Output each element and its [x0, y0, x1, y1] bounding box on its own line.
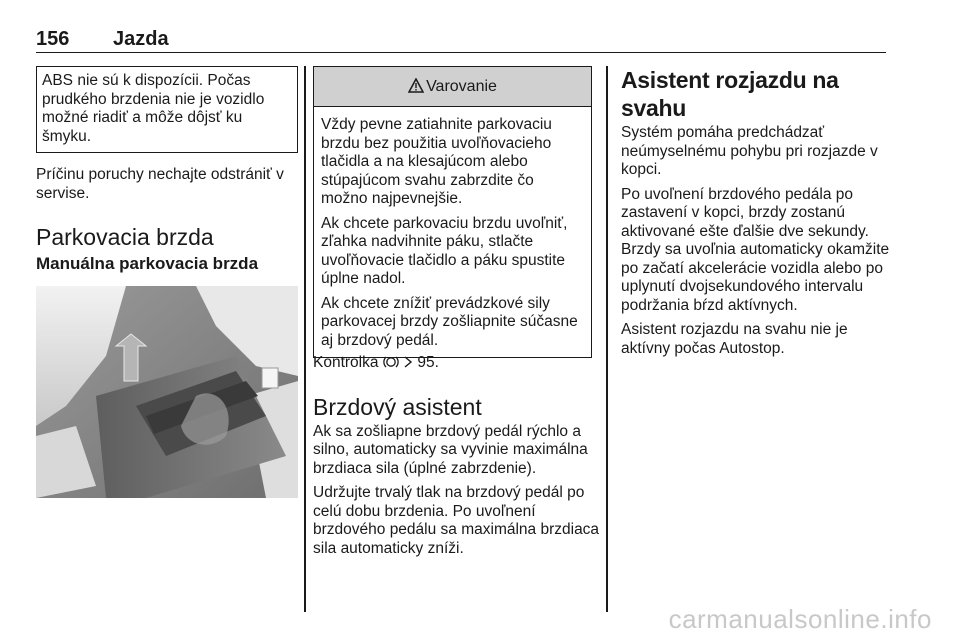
brake-assist-paragraph-1: Ak sa zošliapne brzdový pedál rýchlo a silno, automaticky sa vyvinie maximálna brzdiaca sila (úplné zabrzdenie). [313, 422, 588, 477]
indicator-label: Kontrolka [313, 354, 379, 371]
indicator-page: 95. [417, 354, 439, 371]
parking-brake-illustration [36, 286, 298, 498]
section-brake-assist: Brzdový asistent [313, 393, 482, 420]
watermark: carmanualsonline.info [668, 604, 932, 634]
warning-paragraph-2: Ak chcete parkovaciu brzdu uvoľniť, zľahka nadvihnite páku, stlačte uvoľňovacie tlačidlo a páku spustite úplne nadol. [321, 214, 568, 287]
section-parking-brake: Parkovacia brzda [36, 224, 214, 250]
warning-triangle-icon [408, 78, 424, 93]
column-3 [621, 66, 893, 358]
warning-box [313, 66, 592, 358]
brake-assist-paragraph-2: Udržujte trvalý tlak na brzdový pedál po celú dobu brzdenia. Po uvoľnení brzdového pedálu sa maximálna brzdiaca sila automaticky zníži. [313, 484, 600, 557]
section-hill-start-assist: Asistent rozjazdu na svahu [621, 67, 839, 121]
brake-warning-icon [383, 355, 399, 369]
column-2 [313, 354, 603, 558]
hill-start-paragraph-2: Po uvoľnení brzdového pedála po zastavení v kopci, brzdy zostanú aktivované ešte ďalšie dve sekundy. Brzdy sa uvoľnia automaticky okamžite po začatí akcelerácie vozidla alebo po uplynutí dvojsekundového intervalu podržania bŕzd aktívnych. [621, 185, 890, 314]
subsection-manual-parking-brake: Manuálna parkovacia brzda [36, 254, 259, 273]
warning-paragraph-1: Vždy pevne zatiahnite parkovaciu brzdu bez použitia uvoľňovacieho tlačidla a na klesajúcom alebo stúpajúcom svahu zabrzdite čo možno najpevnejšie. [321, 116, 552, 207]
page-reference-arrow-icon [403, 356, 413, 368]
abs-note-box [36, 66, 298, 153]
chapter-title: Jazda [113, 28, 169, 50]
indicator-reference [313, 354, 603, 373]
column-divider-left [304, 66, 306, 612]
abs-note-text: ABS nie sú k dispozícii. Počas prudkého brzdenia nie je vozidlo možné riadiť a môže dôjsť ku šmyku. [42, 72, 265, 145]
page-header [36, 26, 886, 53]
repair-text: Príčinu poruchy nechajte odstrániť v servise. [36, 166, 284, 202]
parking-brake-photo [36, 286, 298, 498]
column-divider-right [606, 66, 608, 612]
warning-header [314, 67, 591, 107]
hill-start-paragraph-1: Systém pomáha predchádzať neúmyselnému pohybu pri rozjazde v kopci. [621, 124, 878, 178]
warning-title: Varovanie [426, 78, 497, 95]
warning-paragraph-3: Ak chcete znížiť prevádzkové sily parkovacej brzdy zošliapnite súčasne aj brzdový pedál. [321, 294, 578, 349]
column-1 [36, 166, 304, 275]
page-number: 156 [36, 28, 70, 50]
hill-start-paragraph-3: Asistent rozjazdu na svahu nie je aktívny počas Autostop. [621, 321, 848, 357]
warning-body [314, 107, 591, 357]
